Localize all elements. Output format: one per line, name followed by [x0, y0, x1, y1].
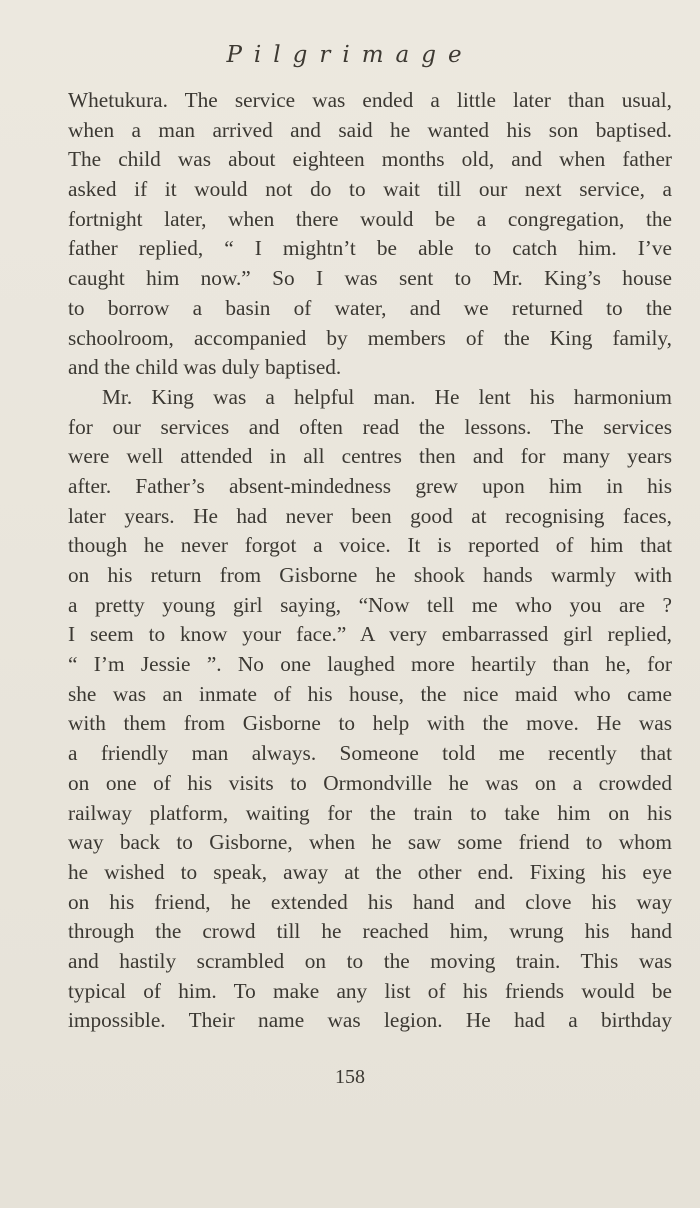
text-line: a friendly man always. Someone told me recently that [68, 741, 672, 766]
text-line: I seem to know your face.” A very embarrassed girl replied, [68, 622, 672, 647]
text-line: The child was about eighteen months old, and when father [68, 147, 672, 172]
body-text [68, 86, 672, 1036]
text-line: caught him now.” So I was sent to Mr. King’s house [68, 266, 672, 291]
text-line: and hastily scrambled on to the moving train. This was [68, 948, 672, 973]
text-line: he wished to speak, away at the other end. Fixing his eye [68, 859, 672, 884]
text-line: to borrow a basin of water, and we returned to the [68, 295, 672, 320]
text-line: on his friend, he extended his hand and clove his way [68, 889, 672, 914]
paragraph-start-line: Mr. King was a helpful man. He lent his harmonium [102, 384, 672, 409]
text-line: for our services and often read the lessons. The services [68, 414, 672, 439]
text-line: though he never forgot a voice. It is reported of him that [68, 533, 672, 558]
text-line: after. Father’s absent-mindedness grew upon him in his [68, 473, 672, 498]
text-line: Whetukura. The service was ended a little later than usual, [68, 88, 672, 112]
text-line: fortnight later, when there would be a congregation, the [68, 206, 672, 231]
text-line: railway platform, waiting for the train to take him on his [68, 800, 672, 825]
page-number: 158 [335, 1066, 365, 1088]
running-head: Pilgrimage [226, 42, 474, 68]
text-line: schoolroom, accompanied by members of the King family, [68, 325, 672, 350]
text-line: impossible. Their name was legion. He had a birthday [68, 1008, 672, 1033]
text-line: through the crowd till he reached him, wrung his hand [68, 919, 672, 944]
paragraph-end-line: and the child was duly baptised. [68, 355, 342, 380]
text-line: asked if it would not do to wait till our next service, a [68, 177, 672, 202]
text-line: were well attended in all centres then and for many years [68, 444, 672, 469]
text-line: she was an inmate of his house, the nice maid who came [68, 681, 672, 706]
text-line: typical of him. To make any list of his friends would be [68, 978, 672, 1003]
text-line: when a man arrived and said he wanted his son baptised. [68, 117, 672, 142]
text-line: “ I’m Jessie ”. No one laughed more heartily than he, for [68, 652, 672, 677]
text-line: way back to Gisborne, when he saw some friend to whom [68, 830, 672, 855]
text-line: a pretty young girl saying, “Now tell me who you are ? [68, 592, 672, 617]
text-line: father replied, “ I mightn’t be able to catch him. I’ve [68, 236, 672, 261]
text-line: with them from Gisborne to help with the move. He was [68, 711, 672, 736]
text-line: later years. He had never been good at recognising faces, [68, 503, 672, 528]
text-line: on his return from Gisborne he shook hands warmly with [68, 563, 672, 587]
text-line: on one of his visits to Ormondville he was on a crowded [68, 770, 672, 795]
